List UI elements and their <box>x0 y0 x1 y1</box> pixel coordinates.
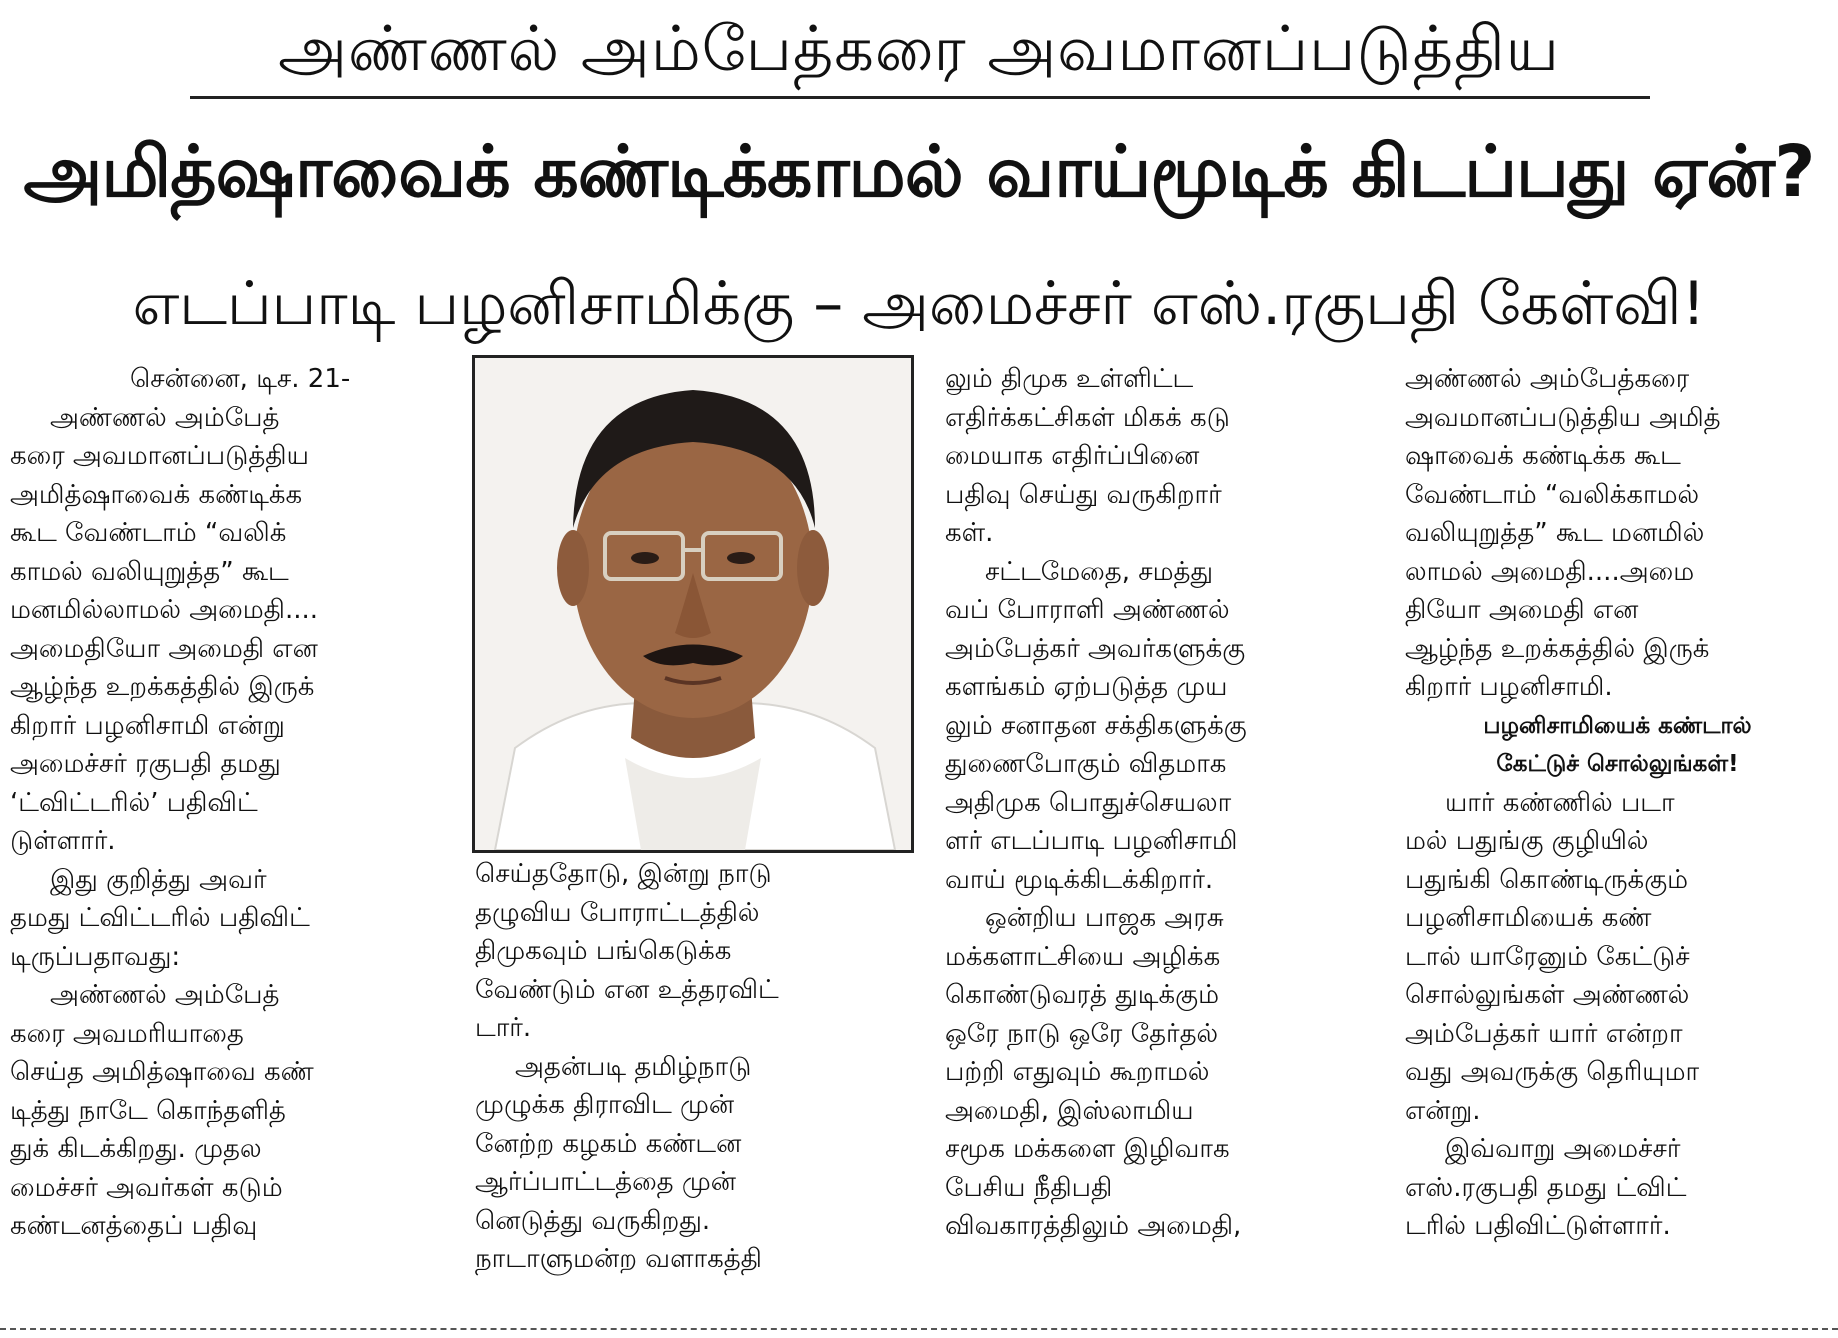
body-line: லும் சனாதன சக்திகளுக்கு <box>945 710 1247 741</box>
kicker-divider <box>190 96 1650 99</box>
body-line: மைச்சர் அவர்கள் கடும் <box>10 1172 283 1203</box>
body-line: மனமில்லாமல் அமைதி.... <box>10 595 319 625</box>
body-line: அண்ணல் அம்பேத் <box>50 980 280 1010</box>
body-line: முழுக்க திராவிட முன் <box>475 1090 735 1120</box>
body-line: டரில் பதிவிட்டுள்ளார். <box>1405 1211 1671 1241</box>
body-line: அமைச்சர் ரகுபதி தமது <box>10 749 281 779</box>
body-line: அவமானப்படுத்திய அமித் <box>1405 402 1721 433</box>
body-line: பழனிசாமியைக் கண் <box>1405 903 1652 933</box>
body-line: கொண்டுவரத் துடிக்கும் <box>945 980 1220 1010</box>
body-line: வது அவருக்கு தெரியுமா <box>1405 1057 1700 1087</box>
body-line: லும் திமுக உள்ளிட்ட <box>945 364 1194 394</box>
portrait-photo-icon <box>475 358 911 850</box>
body-line: சொல்லுங்கள் அண்ணல் <box>1405 980 1690 1010</box>
body-line: துணைபோகும் விதமாக <box>945 749 1227 779</box>
body-line: டார். <box>475 1013 532 1043</box>
main-headline: அமித்ஷாவைக் கண்டிக்காமல் வாய்மூடிக் கிடப்பது ஏன்? <box>23 130 1815 213</box>
body-line: எஸ்.ரகுபதி தமது ட்விட் <box>1405 1172 1687 1203</box>
body-line: ஆர்ப்பாட்டத்தை முன் <box>475 1167 736 1197</box>
body-line: ஆழ்ந்த உறக்கத்தில் இருக் <box>10 672 315 702</box>
body-line: இவ்வாறு அமைச்சர் <box>1445 1134 1681 1164</box>
body-line: ளர் எடப்பாடி பழனிசாமி <box>945 826 1238 856</box>
body-line: அமைதியோ அமைதி என <box>10 633 318 664</box>
body-line: ஆழ்ந்த உறக்கத்தில் இருக் <box>1405 633 1710 664</box>
body-line: யார் கண்ணில் படா <box>1445 787 1675 818</box>
portrait-photo <box>472 355 914 853</box>
body-line: என்று. <box>1405 1095 1481 1126</box>
article-column-3 <box>945 360 1370 1246</box>
body-line: னேற்ற கழகம் கண்டன <box>475 1128 742 1159</box>
body-line: தமது ட்விட்டரில் பதிவிட் <box>10 903 310 933</box>
body-line: டுள்ளார். <box>10 826 116 856</box>
body-line: டால் யாரேனும் கேட்டுச் <box>1405 941 1690 972</box>
article-column-4 <box>1405 360 1830 1246</box>
body-line: டித்து நாடே கொந்தளித் <box>10 1095 286 1126</box>
body-line: அதிமுக பொதுச்செயலா <box>945 787 1232 818</box>
body-line: இது குறித்து அவர் <box>50 864 267 895</box>
body-line: செய்ததோடு, இன்று நாடு <box>475 859 772 889</box>
body-line: எதிர்க்கட்சிகள் மிகக் கடு <box>945 402 1230 433</box>
body-line: வாய் மூடிக்கிடக்கிறார். <box>945 864 1214 895</box>
body-line: களங்கம் ஏற்படுத்த முய <box>945 672 1228 702</box>
body-line: மக்களாட்சியை அழிக்க <box>945 941 1221 972</box>
crosshead-line-2: கேட்டுச் சொல்லுங்கள்! <box>1496 751 1739 777</box>
body-line: மையாக எதிர்ப்பினை <box>945 441 1200 471</box>
bottom-dashed-divider <box>0 1328 1838 1330</box>
body-line: அண்ணல் அம்பேத் <box>50 402 280 433</box>
body-line: ‘ட்விட்டரில்’ பதிவிட் <box>10 787 258 818</box>
body-line: துக் கிடக்கிறது. முதல <box>10 1134 262 1164</box>
body-line: சமூக மக்களை இழிவாக <box>945 1134 1230 1164</box>
body-line: கிறார் பழனிசாமி. <box>1405 672 1613 702</box>
crosshead-line-1: பழனிசாமியைக் கண்டால் <box>1483 712 1752 739</box>
body-line: அமித்ஷாவைக் கண்டிக்க <box>10 479 303 510</box>
body-line: பதிவு செய்து வருகிறார் <box>945 479 1222 510</box>
article-column-1 <box>10 360 435 1246</box>
body-line: கரை அவமரியாதை <box>10 1018 244 1049</box>
body-line: அம்பேத்கர் யார் என்றா <box>1405 1018 1683 1049</box>
body-line: வேண்டாம் “வலிக்காமல் <box>1405 479 1700 510</box>
body-line: வப் போராளி அண்ணல் <box>945 595 1230 625</box>
body-line: னெடுத்து வருகிறது. <box>475 1205 711 1236</box>
body-line: வலியுறுத்த” கூட மனமில் <box>1405 518 1705 548</box>
body-line: டிருப்பதாவது: <box>10 941 181 972</box>
body-line: கிறார் பழனிசாமி என்று <box>10 710 285 741</box>
body-line: அமைதி, இஸ்லாமிய <box>945 1095 1194 1126</box>
body-line: காமல் வலியுறுத்த” கூட <box>10 556 289 587</box>
body-line: அண்ணல் அம்பேத்கரை <box>1405 364 1690 394</box>
body-line: வேண்டும் என உத்தரவிட் <box>475 974 779 1005</box>
body-line: ஒன்றிய பாஜக அரசு <box>985 903 1224 933</box>
body-line: பேசிய நீதிபதி <box>945 1172 1113 1203</box>
body-line: அதன்படி தமிழ்நாடு <box>515 1051 752 1082</box>
body-line: சட்டமேதை, சமத்து <box>985 556 1214 587</box>
body-line: கண்டனத்தைப் பதிவு <box>10 1211 258 1241</box>
body-line: ஒரே நாடு ஒரே தேர்தல் <box>945 1018 1219 1049</box>
body-line: நாடாளுமன்ற வளாகத்தி <box>475 1244 762 1274</box>
dateline: சென்னை, டிச. 21- <box>130 364 351 394</box>
body-line: அம்பேத்கர் அவர்களுக்கு <box>945 633 1246 664</box>
sub-headline: எடப்பாடி பழனிசாமிக்கு – அமைச்சர் எஸ்.ரகுபதி கேள்வி! <box>132 269 1706 339</box>
body-line: மல் பதுங்கு குழியில் <box>1405 826 1649 856</box>
body-line: பதுங்கி கொண்டிருக்கும் <box>1405 864 1689 895</box>
body-line: தியோ அமைதி என <box>1405 595 1639 625</box>
body-line: பற்றி எதுவும் கூறாமல் <box>945 1057 1210 1087</box>
kicker-headline: அண்ணல் அம்பேத்கரை அவமானப்படுத்திய <box>278 12 1560 85</box>
body-line: கூட வேண்டாம் “வலிக் <box>10 518 287 548</box>
article-column-2 <box>475 855 910 1279</box>
body-line: கரை அவமானப்படுத்திய <box>10 441 309 471</box>
body-line: விவகாரத்திலும் அமைதி, <box>945 1211 1242 1241</box>
body-line: ஷாவைக் கண்டிக்க கூட <box>1405 441 1681 471</box>
body-line: கள். <box>945 518 994 548</box>
body-line: செய்த அமித்ஷாவை கண் <box>10 1057 314 1087</box>
body-line: தழுவிய போராட்டத்தில் <box>475 897 760 928</box>
body-line: லாமல் அமைதி....அமை <box>1405 556 1695 587</box>
body-line: திமுகவும் பங்கெடுக்க <box>475 936 732 966</box>
